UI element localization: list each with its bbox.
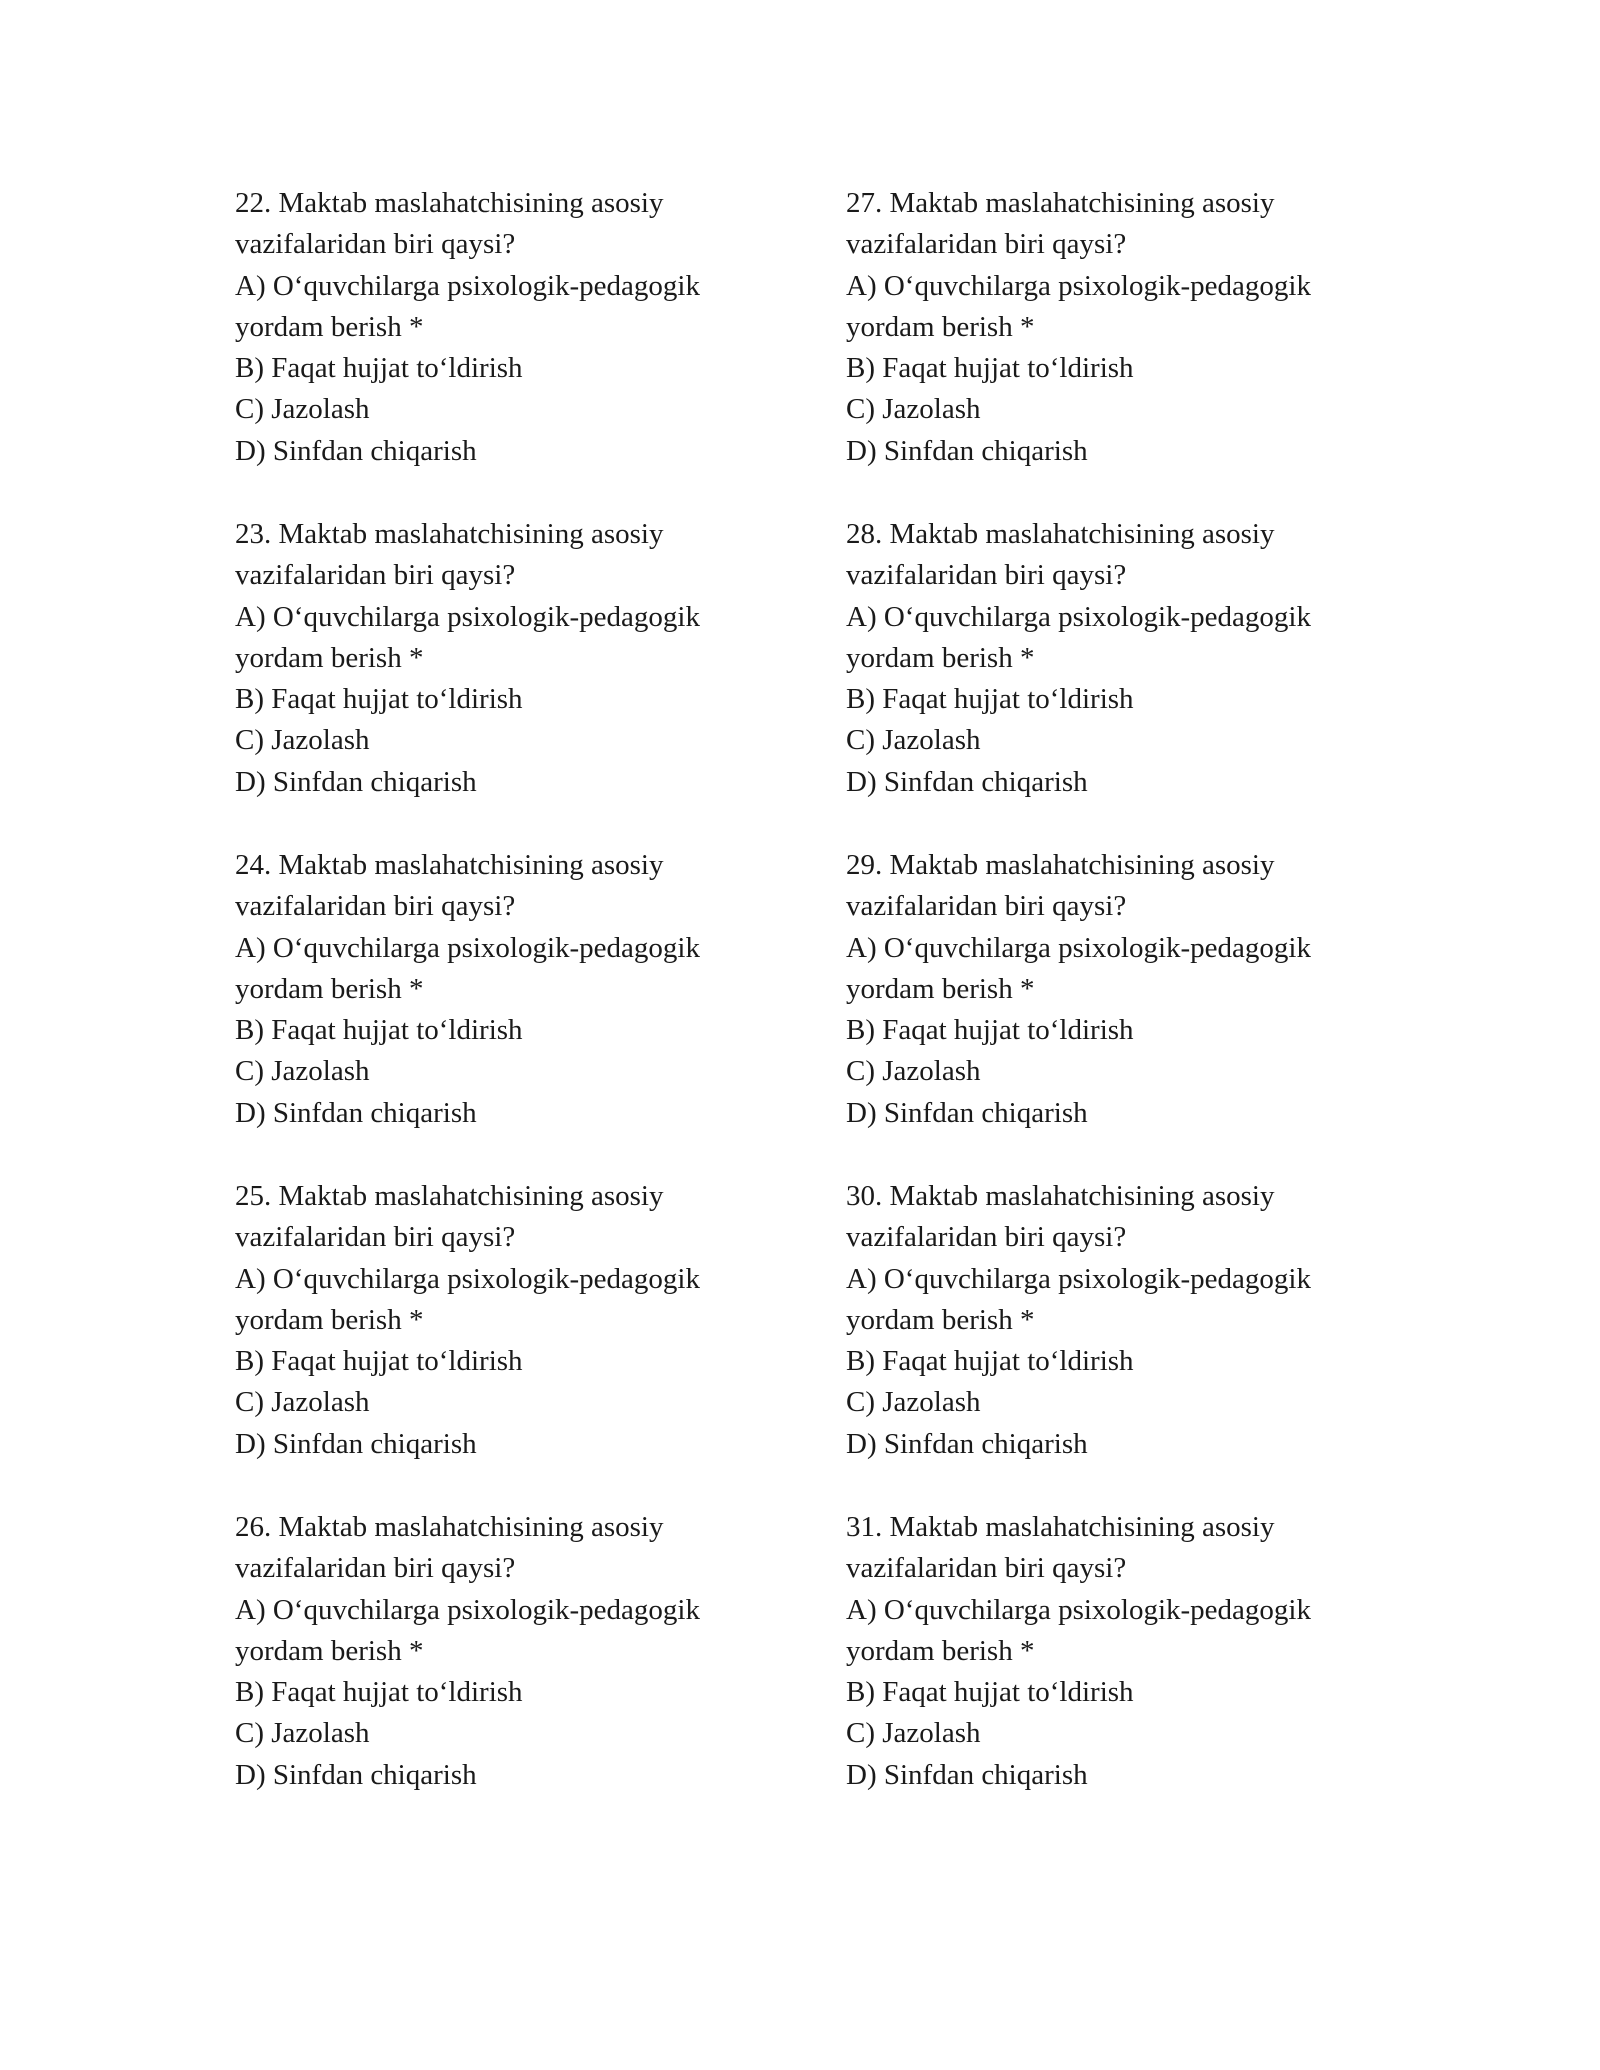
- question-number: 31.: [846, 1511, 883, 1543]
- question-text-line-2: vazifalaridan biri qaysi?: [846, 890, 1127, 923]
- option-d: D) Sinfdan chiqarish: [846, 434, 1088, 467]
- question-block: [846, 845, 1406, 1176]
- question-text-line-2: vazifalaridan biri qaysi?: [846, 559, 1127, 592]
- option-b: B) Faqat hujjat to‘ldirish: [846, 1345, 1134, 1378]
- option-a-continued: yordam berish *: [235, 310, 424, 343]
- question-block: [235, 1176, 795, 1507]
- question-text-line-1: [846, 845, 1406, 886]
- question-text-line-1: [235, 1507, 795, 1548]
- question-text: Maktab maslahatchisining asosiy: [889, 1180, 1275, 1212]
- option-c: C) Jazolash: [846, 393, 981, 426]
- question-block: [235, 183, 795, 514]
- question-text-line-2: vazifalaridan biri qaysi?: [235, 228, 516, 261]
- question-block: [846, 1507, 1406, 1838]
- question-block: [235, 1507, 795, 1838]
- question-text-line-1: [235, 1176, 795, 1217]
- right-column: [846, 183, 1406, 1838]
- question-text-line-1: [846, 514, 1406, 555]
- option-c: C) Jazolash: [846, 1386, 981, 1419]
- option-a-continued: yordam berish *: [846, 1303, 1035, 1336]
- question-number: 24.: [235, 849, 272, 881]
- option-a-continued: yordam berish *: [235, 641, 424, 674]
- question-number: 30.: [846, 1180, 883, 1212]
- option-b: B) Faqat hujjat to‘ldirish: [235, 683, 523, 716]
- option-d: D) Sinfdan chiqarish: [846, 1758, 1088, 1791]
- option-b: B) Faqat hujjat to‘ldirish: [846, 352, 1134, 385]
- option-a-continued: yordam berish *: [235, 1634, 424, 1667]
- option-b: B) Faqat hujjat to‘ldirish: [235, 1345, 523, 1378]
- option-c: C) Jazolash: [235, 393, 370, 426]
- question-text-line-1: [846, 1507, 1406, 1548]
- option-a: A) O‘quvchilarga psixologik-pedagogik: [846, 1593, 1311, 1626]
- question-number: 26.: [235, 1511, 272, 1543]
- option-a-continued: yordam berish *: [846, 1634, 1035, 1667]
- option-b: B) Faqat hujjat to‘ldirish: [235, 352, 523, 385]
- question-block: [846, 1176, 1406, 1507]
- option-d: D) Sinfdan chiqarish: [235, 434, 477, 467]
- question-block: [846, 514, 1406, 845]
- option-c: C) Jazolash: [235, 1717, 370, 1750]
- option-a-continued: yordam berish *: [235, 1303, 424, 1336]
- question-text-line-1: [235, 183, 795, 224]
- option-d: D) Sinfdan chiqarish: [846, 1427, 1088, 1460]
- option-a: A) O‘quvchilarga psixologik-pedagogik: [235, 931, 700, 964]
- option-c: C) Jazolash: [235, 1055, 370, 1088]
- option-a: A) O‘quvchilarga psixologik-pedagogik: [846, 600, 1311, 633]
- left-column: [235, 183, 795, 1838]
- option-a-continued: yordam berish *: [846, 310, 1035, 343]
- question-text-line-2: vazifalaridan biri qaysi?: [846, 1552, 1127, 1585]
- option-c: C) Jazolash: [235, 1386, 370, 1419]
- option-d: D) Sinfdan chiqarish: [235, 1427, 477, 1460]
- question-text: Maktab maslahatchisining asosiy: [278, 849, 664, 881]
- question-text-line-2: vazifalaridan biri qaysi?: [235, 1552, 516, 1585]
- question-text: Maktab maslahatchisining asosiy: [278, 518, 664, 550]
- question-number: 25.: [235, 1180, 272, 1212]
- question-text: Maktab maslahatchisining asosiy: [889, 1511, 1275, 1543]
- option-d: D) Sinfdan chiqarish: [235, 765, 477, 798]
- option-a: A) O‘quvchilarga psixologik-pedagogik: [235, 1262, 700, 1295]
- question-text-line-2: vazifalaridan biri qaysi?: [235, 559, 516, 592]
- option-a: A) O‘quvchilarga psixologik-pedagogik: [235, 600, 700, 633]
- question-text-line-1: [846, 1176, 1406, 1217]
- question-text: Maktab maslahatchisining asosiy: [278, 1511, 664, 1543]
- question-block: [235, 845, 795, 1176]
- question-block: [846, 183, 1406, 514]
- question-text-line-1: [235, 845, 795, 886]
- option-a-continued: yordam berish *: [846, 641, 1035, 674]
- question-text: Maktab maslahatchisining asosiy: [889, 849, 1275, 881]
- option-a: A) O‘quvchilarga psixologik-pedagogik: [235, 1593, 700, 1626]
- question-text-line-2: vazifalaridan biri qaysi?: [235, 890, 516, 923]
- question-text-line-2: vazifalaridan biri qaysi?: [846, 1221, 1127, 1254]
- question-number: 27.: [846, 187, 883, 219]
- question-text: Maktab maslahatchisining asosiy: [889, 187, 1275, 219]
- option-b: B) Faqat hujjat to‘ldirish: [846, 683, 1134, 716]
- option-c: C) Jazolash: [846, 1717, 981, 1750]
- question-number: 23.: [235, 518, 272, 550]
- option-b: B) Faqat hujjat to‘ldirish: [235, 1676, 523, 1709]
- option-d: D) Sinfdan chiqarish: [846, 765, 1088, 798]
- question-text: Maktab maslahatchisining asosiy: [278, 1180, 664, 1212]
- option-a-continued: yordam berish *: [846, 972, 1035, 1005]
- option-a: A) O‘quvchilarga psixologik-pedagogik: [235, 269, 700, 302]
- question-text-line-2: vazifalaridan biri qaysi?: [846, 228, 1127, 261]
- question-number: 28.: [846, 518, 883, 550]
- question-number: 29.: [846, 849, 883, 881]
- option-c: C) Jazolash: [846, 1055, 981, 1088]
- question-text-line-2: vazifalaridan biri qaysi?: [235, 1221, 516, 1254]
- question-text-line-1: [846, 183, 1406, 224]
- option-d: D) Sinfdan chiqarish: [846, 1096, 1088, 1129]
- option-d: D) Sinfdan chiqarish: [235, 1758, 477, 1791]
- question-text: Maktab maslahatchisining asosiy: [889, 518, 1275, 550]
- question-block: [235, 514, 795, 845]
- option-d: D) Sinfdan chiqarish: [235, 1096, 477, 1129]
- option-a-continued: yordam berish *: [235, 972, 424, 1005]
- option-b: B) Faqat hujjat to‘ldirish: [846, 1014, 1134, 1047]
- question-text: Maktab maslahatchisining asosiy: [278, 187, 664, 219]
- option-a: A) O‘quvchilarga psixologik-pedagogik: [846, 1262, 1311, 1295]
- option-c: C) Jazolash: [235, 724, 370, 757]
- question-number: 22.: [235, 187, 272, 219]
- option-b: B) Faqat hujjat to‘ldirish: [235, 1014, 523, 1047]
- option-b: B) Faqat hujjat to‘ldirish: [846, 1676, 1134, 1709]
- option-a: A) O‘quvchilarga psixologik-pedagogik: [846, 269, 1311, 302]
- option-a: A) O‘quvchilarga psixologik-pedagogik: [846, 931, 1311, 964]
- question-text-line-1: [235, 514, 795, 555]
- option-c: C) Jazolash: [846, 724, 981, 757]
